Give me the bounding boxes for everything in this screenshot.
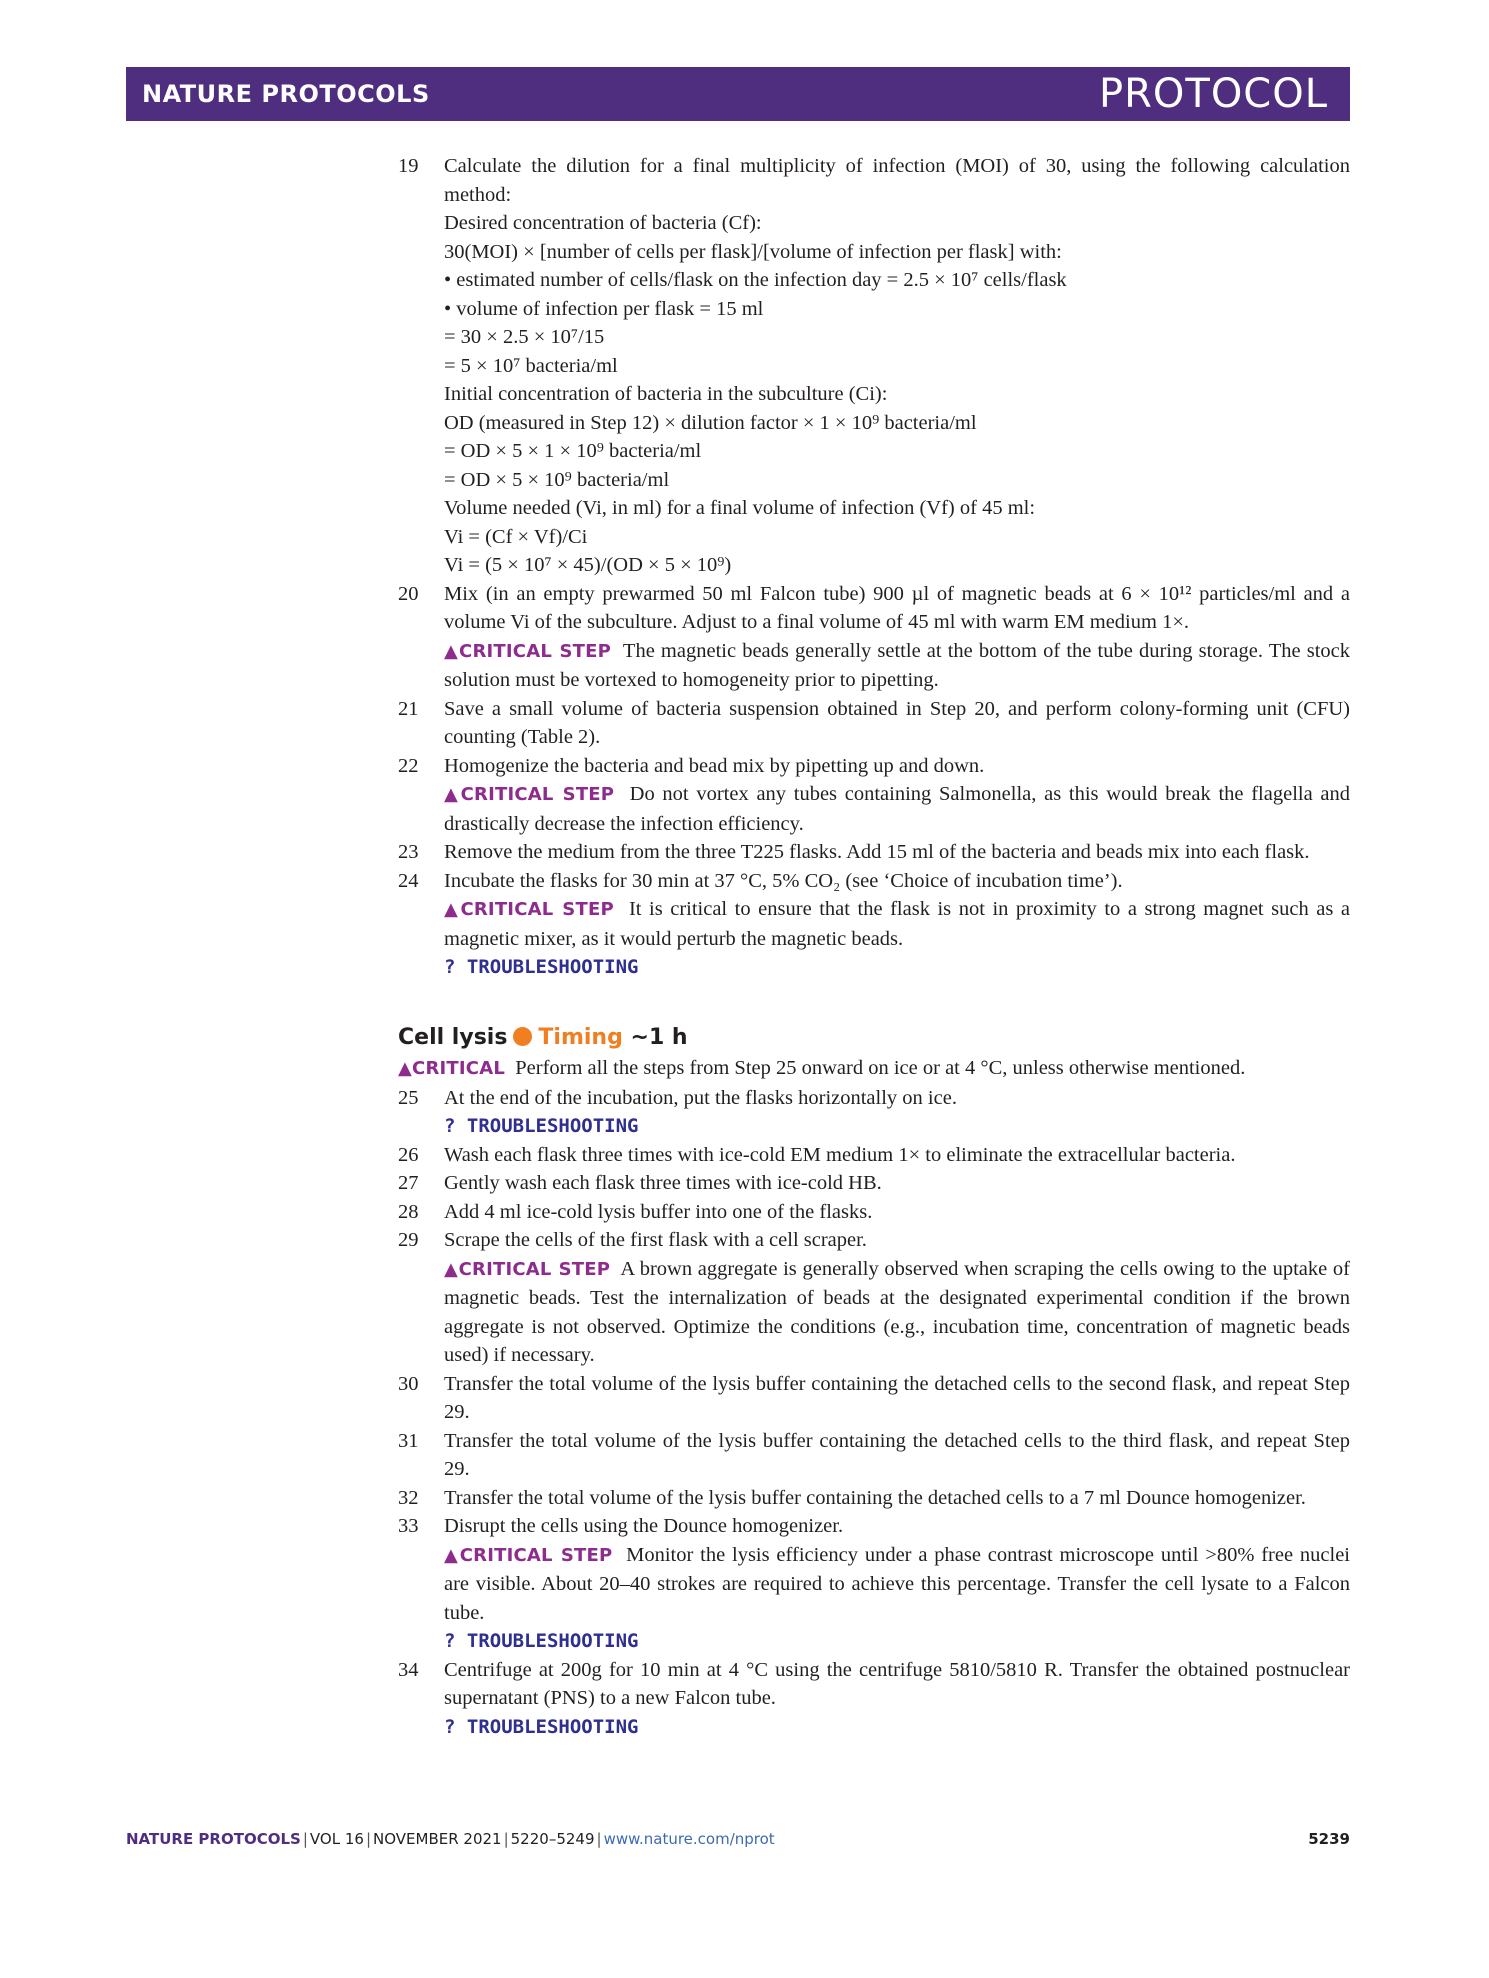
critical-step-label: ▲CRITICAL STEP: [444, 899, 614, 920]
step-text: Add 4 ml ice-cold lysis buffer into one of the flasks.: [444, 1200, 873, 1223]
step-line: Desired concentration of bacteria (Cf):: [444, 212, 762, 234]
timing-value: ~1 h: [630, 1024, 688, 1050]
main-content: [398, 152, 1350, 1741]
critical-step-label: ▲CRITICAL STEP: [444, 784, 615, 805]
step-line: Vi = (5 × 10⁷ × 45)/(OD × 5 × 10⁹): [444, 554, 732, 576]
step-number: 30: [398, 1372, 419, 1395]
troubleshooting-link[interactable]: ? TROUBLESHOOTING: [444, 1115, 639, 1137]
troubleshooting-link[interactable]: ? TROUBLESHOOTING: [444, 1630, 639, 1652]
critical-step-note: [444, 1541, 1350, 1628]
step-number: 21: [398, 697, 419, 720]
step-text: Centrifuge at 200g for 10 min at 4 °C using the centrifuge 5810/5810 R. Transfer the obtained postnuclear supernatant (PNS) to a new Falcon tube.: [444, 1658, 1350, 1709]
critical-text: Perform all the steps from Step 25 onward on ice or at 4 °C, unless otherwise mentioned.: [515, 1057, 1246, 1079]
step-24: [398, 867, 1350, 982]
step-line: = OD × 5 × 10⁹ bacteria/ml: [444, 468, 670, 491]
step-26: [398, 1141, 1350, 1170]
journal-name: NATURE PROTOCOLS: [142, 80, 430, 108]
step-text: Mix (in an empty prewarmed 50 ml Falcon tube) 900 µl of magnetic beads at 6 × 10¹² particles/ml and a volume Vi of the subculture. Adjust to a final volume of 45 ml with warm EM medium 1×.: [444, 582, 1350, 633]
critical-step-text: Monitor the lysis efficiency under a phase contrast microscope until >80% free nuclei are visible. About 20–40 strokes are required to achieve this percentage. Transfer the cell lysate to a Falcon tube.: [444, 1543, 1351, 1624]
critical-step-label: ▲CRITICAL STEP: [444, 640, 612, 662]
step-29: [398, 1226, 1350, 1370]
step-number: 23: [398, 841, 419, 863]
critical-step-note: [444, 780, 1350, 838]
critical-step-text: Do not vortex any tubes containing Salmonella, as this would break the flagella and drastically decrease the infection efficiency.: [444, 783, 1351, 835]
step-20: [398, 580, 1350, 695]
step-30: [398, 1370, 1350, 1427]
step-number: 29: [398, 1229, 419, 1251]
critical-label: ▲CRITICAL: [398, 1058, 505, 1079]
step-line: Initial concentration of bacteria in the subculture (Ci):: [444, 383, 888, 405]
step-23: [398, 838, 1350, 867]
timing-dot-icon: [513, 1027, 532, 1046]
step-27: [398, 1169, 1350, 1198]
section-critical-note: [398, 1054, 1350, 1084]
troubleshooting-link[interactable]: ? TROUBLESHOOTING: [444, 956, 639, 978]
step-number: 24: [398, 869, 419, 892]
step-33: [398, 1512, 1350, 1656]
step-text: Remove the medium from the three T225 flasks. Add 15 ml of the bacteria and beads mix into each flask.: [444, 841, 1310, 863]
critical-step-note: [444, 895, 1350, 953]
step-number: 26: [398, 1143, 419, 1166]
critical-step-note: [444, 1255, 1350, 1370]
step-text: Transfer the total volume of the lysis buffer containing the detached cells to a 7 ml Dounce homogenizer.: [444, 1486, 1306, 1509]
step-number: 33: [398, 1515, 419, 1537]
critical-step-label: ▲CRITICAL STEP: [444, 1258, 611, 1280]
step-text: Transfer the total volume of the lysis buffer containing the detached cells to the second flask, and repeat Step 29.: [444, 1372, 1350, 1423]
critical-step-note: [444, 637, 1350, 695]
footer-date: NOVEMBER 2021: [373, 1830, 502, 1848]
section-heading: [398, 1024, 1350, 1053]
step-number: 34: [398, 1658, 419, 1681]
step-28: [398, 1198, 1350, 1227]
step-number: 25: [398, 1086, 419, 1109]
footer-journal: NATURE PROTOCOLS: [126, 1830, 301, 1848]
step-line: • estimated number of cells/flask on the infection day = 2.5 × 10⁷ cells/flask: [444, 269, 1067, 291]
footer-url-link[interactable]: www.nature.com/nprot: [603, 1830, 775, 1848]
step-line: 30(MOI) × [number of cells per flask]/[volume of infection per flask] with:: [444, 240, 1062, 263]
critical-step-text: It is critical to ensure that the flask is not in proximity to a strong magnet such as a magnetic mixer, as it would perturb the magnetic beads.: [444, 898, 1350, 950]
step-text: Incubate the flasks for 30 min at 37 °C, 5% CO₂ (see ‘Choice of incubation time’).: [444, 869, 1123, 892]
page-number: 5239: [1308, 1830, 1350, 1848]
critical-step-label: ▲CRITICAL STEP: [444, 1544, 613, 1566]
step-line: = OD × 5 × 1 × 10⁹ bacteria/ml: [444, 440, 702, 462]
footer-volume: VOL 16: [309, 1830, 364, 1848]
troubleshooting-link[interactable]: ? TROUBLESHOOTING: [444, 1715, 639, 1738]
step-line: Volume needed (Vi, in ml) for a final volume of infection (Vf) of 45 ml:: [444, 497, 1036, 519]
step-text: Save a small volume of bacteria suspension obtained in Step 20, and perform colony-forming unit (CFU) counting (Table 2).: [444, 697, 1350, 748]
step-line: • volume of infection per flask = 15 ml: [444, 297, 764, 320]
critical-step-text: A brown aggregate is generally observed when scraping the cells owing to the uptake of magnetic beads. Test the internalization of beads at the designated experimental condition if the brown aggregate is not observed. Optimize the conditions (e.g., incubation time, concentration of magnetic beads used) if necessary.: [444, 1257, 1350, 1366]
step-text: Gently wash each flask three times with ice-cold HB.: [444, 1172, 882, 1194]
step-32: [398, 1484, 1350, 1513]
footer-citation: NATURE PROTOCOLS | VOL 16 | NOVEMBER 2021 | 5220–5249 | www.nature.com/nprot: [126, 1830, 775, 1848]
step-number: 32: [398, 1486, 419, 1509]
journal-header: [126, 67, 1350, 121]
timing-label: Timing: [538, 1024, 623, 1050]
step-31: [398, 1427, 1350, 1484]
critical-step-text: The magnetic beads generally settle at the bottom of the tube during storage. The stock solution must be vortexed to homogeneity prior to pipetting.: [444, 639, 1350, 691]
article-type: PROTOCOL: [1098, 71, 1328, 117]
step-21: [398, 695, 1350, 752]
step-text: Transfer the total volume of the lysis buffer containing the detached cells to the third flask, and repeat Step 29.: [444, 1429, 1350, 1480]
step-line: = 30 × 2.5 × 10⁷/15: [444, 326, 605, 348]
step-text: Homogenize the bacteria and bead mix by pipetting up and down.: [444, 754, 985, 777]
step-22: [398, 752, 1350, 839]
step-number: 28: [398, 1200, 419, 1223]
step-text: Wash each flask three times with ice-cold EM medium 1× to eliminate the extracellular bacteria.: [444, 1143, 1236, 1166]
step-19: [398, 152, 1350, 580]
step-34: [398, 1656, 1350, 1742]
step-text: Scrape the cells of the first flask with a cell scraper.: [444, 1229, 867, 1251]
step-25: [398, 1084, 1350, 1141]
step-line: OD (measured in Step 12) × dilution factor × 1 × 10⁹ bacteria/ml: [444, 411, 977, 434]
step-line: = 5 × 10⁷ bacteria/ml: [444, 354, 618, 377]
step-text: Calculate the dilution for a final multiplicity of infection (MOI) of 30, using the following calculation method:: [444, 155, 1350, 206]
step-text: Disrupt the cells using the Dounce homogenizer.: [444, 1515, 844, 1537]
step-line: Vi = (Cf × Vf)/Ci: [444, 525, 588, 548]
step-number: 19: [398, 155, 419, 177]
footer-pages: 5220–5249: [510, 1830, 595, 1848]
section-title: Cell lysis: [398, 1024, 508, 1050]
step-number: 22: [398, 754, 419, 777]
step-number: 31: [398, 1429, 419, 1452]
step-text: At the end of the incubation, put the flasks horizontally on ice.: [444, 1086, 957, 1109]
step-number: 20: [398, 582, 419, 605]
step-number: 27: [398, 1172, 419, 1194]
